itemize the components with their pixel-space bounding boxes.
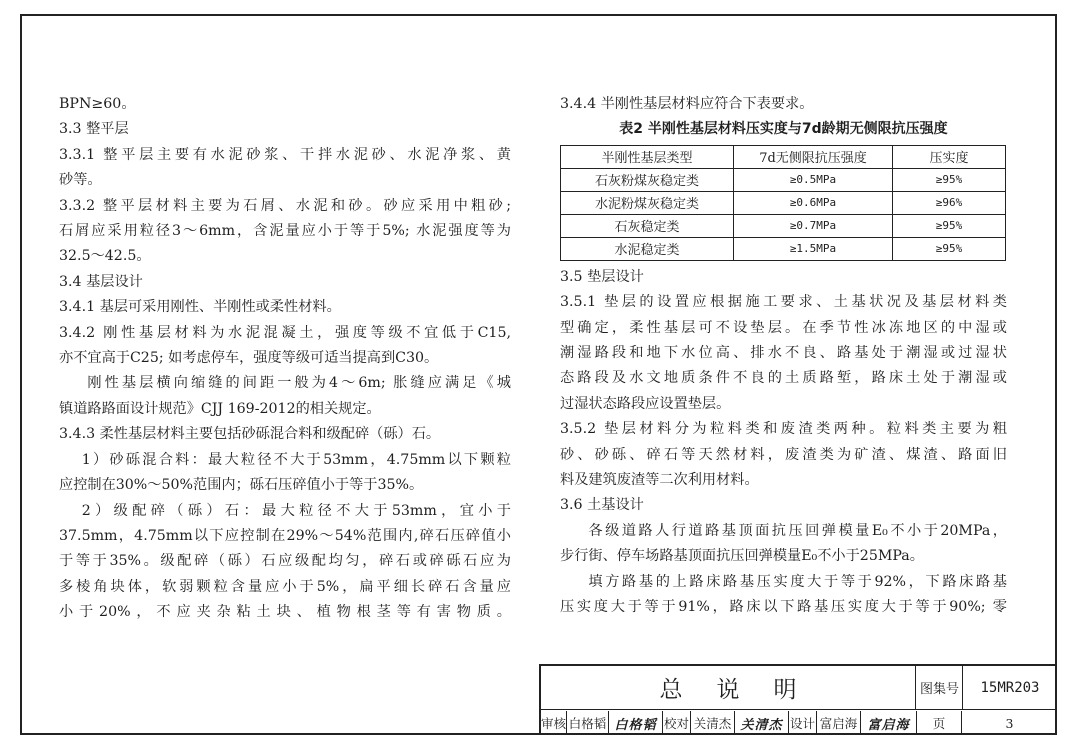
drawing-title: 总说明 bbox=[541, 666, 916, 709]
left-column bbox=[59, 92, 511, 626]
table-cell: 石灰稳定类 bbox=[561, 214, 734, 237]
paragraph: 砂等。 bbox=[59, 172, 102, 189]
table-cell: ≥95% bbox=[893, 214, 1006, 237]
paragraph: 潮湿路段和地下水位高、排水不良、路基处于潮湿或过湿状 bbox=[560, 345, 1007, 362]
title-block-top-row bbox=[541, 666, 1057, 710]
paragraph: 37.5mm，4.75mm以下应控制在29%～54%范围内,碎石压碎值小 bbox=[59, 527, 511, 544]
table-header: 7d无侧限抗压强度 bbox=[734, 145, 893, 168]
paragraph: 过湿状态路段应设置垫层。 bbox=[560, 395, 731, 412]
table-cell: ≥0.6MPa bbox=[734, 191, 893, 214]
design-label: 设计 bbox=[789, 711, 817, 735]
section-heading: 3.4 基层设计 bbox=[59, 273, 143, 290]
paragraph: 3.4.3 柔性基层材料主要包括砂砾混合料和级配碎（砾）石。 bbox=[59, 426, 441, 443]
table-header-row bbox=[561, 145, 1006, 168]
check-label: 校对 bbox=[663, 711, 691, 735]
reviewer-name: 白格韬 bbox=[567, 711, 609, 735]
paragraph: 32.5～42.5。 bbox=[59, 248, 151, 265]
paragraph: 刚性基层横向缩缝的间距一般为4～6m; 胀缝应满足《城 bbox=[87, 375, 511, 392]
paragraph: 2）级配碎（砾）石：最大粒径不大于53mm，宜小于 bbox=[81, 502, 511, 519]
table-row bbox=[561, 191, 1006, 214]
paragraph: 砂、砂砾、碎石等天然材料，废渣类为矿渣、煤渣、路面旧 bbox=[560, 446, 1007, 463]
table-row bbox=[561, 214, 1006, 237]
table-cell: 水泥稳定类 bbox=[561, 237, 734, 260]
table-header: 压实度 bbox=[893, 145, 1006, 168]
paragraph: 镇道路路面设计规范》CJJ 169-2012的相关规定。 bbox=[59, 400, 381, 417]
paragraph: BPN≥60。 bbox=[59, 96, 136, 112]
paragraph: 各级道路人行道路基顶面抗压回弹模量E₀不小于20MPa， bbox=[588, 522, 1007, 539]
table-cell: ≥95% bbox=[893, 237, 1006, 260]
table-cell: ≥96% bbox=[893, 191, 1006, 214]
paragraph: 3.5.2 垫层材料分为粒料类和废渣类两种。粒料类主要为粗 bbox=[560, 421, 1007, 438]
table-title: 表2 半刚性基层材料压实度与7d龄期无侧限抗压强度 bbox=[619, 121, 948, 138]
right-column bbox=[560, 92, 1007, 621]
title-block bbox=[539, 664, 1057, 735]
paragraph: 3.3.1 整平层主要有水泥砂浆、干拌水泥砂、水泥净浆、黄 bbox=[59, 146, 511, 163]
paragraph: 3.3.2 整平层材料主要为石屑、水泥和砂。砂应采用中粗砂; bbox=[59, 197, 511, 214]
paragraph: 3.4.4 半刚性基层材料应符合下表要求。 bbox=[560, 96, 814, 112]
paragraph: 多棱角块体，软弱颗粒含量应小于5%，扁平细长碎石含量应 bbox=[59, 578, 511, 595]
designer-name: 富启海 bbox=[817, 711, 861, 735]
paragraph: 步行街、停车场路基顶面抗压回弹模量E₀不小于25MPa。 bbox=[560, 548, 924, 565]
page-label: 页 bbox=[917, 711, 962, 735]
atlas-number-label: 图集号 bbox=[919, 682, 959, 697]
paragraph: 压实度大于等于91%，路床以下路基压实度大于等于90%; 零 bbox=[560, 599, 1007, 616]
checker-signature: 关清杰 bbox=[735, 711, 789, 735]
table-row bbox=[561, 237, 1006, 260]
review-label: 审核 bbox=[541, 711, 567, 735]
paragraph: 料及建筑废渣等二次利用材料。 bbox=[560, 472, 759, 489]
designer-signature: 富启海 bbox=[861, 711, 917, 735]
paragraph: 3.4.2 刚性基层材料为水泥混凝土，强度等级不宜低于C15, bbox=[59, 324, 511, 341]
checker-name: 关清杰 bbox=[691, 711, 735, 735]
table-row bbox=[561, 168, 1006, 191]
table-header: 半刚性基层类型 bbox=[561, 145, 734, 168]
table-cell: ≥0.7MPa bbox=[734, 214, 893, 237]
paragraph: 亦不宜高于C25; 如考虑停车，强度等级可适当提高到C30。 bbox=[59, 350, 439, 367]
page-number: 3 bbox=[1005, 715, 1014, 731]
section-heading: 3.6 土基设计 bbox=[560, 497, 644, 514]
paragraph: 于等于35%。级配碎（砾）石应级配均匀，碎石或碎砾石应为 bbox=[59, 553, 511, 570]
reviewer-signature: 白格韬 bbox=[609, 711, 663, 735]
strength-table bbox=[560, 145, 1006, 261]
paragraph: 石屑应采用粒径3～6mm，含泥量应小于等于5%; 水泥强度等为 bbox=[59, 223, 511, 240]
table-cell: ≥1.5MPa bbox=[734, 237, 893, 260]
atlas-number: 15MR203 bbox=[980, 679, 1040, 696]
paragraph: 应控制在30%～50%范围内；砾石压碎值小于等于35%。 bbox=[59, 477, 424, 494]
table-cell: ≥0.5MPa bbox=[734, 168, 893, 191]
paragraph: 1）砂砾混合料：最大粒径不大于53mm，4.75mm以下颗粒 bbox=[81, 451, 511, 468]
paragraph: 态路段及水文地质条件不良的土质路堑，路床土处于潮湿或 bbox=[560, 370, 1007, 387]
table-cell: ≥95% bbox=[893, 168, 1006, 191]
paragraph: 小于20%，不应夹杂粘土块、植物根茎等有害物质。 bbox=[59, 604, 511, 621]
paragraph: 型确定，柔性基层可不设垫层。在季节性冰冻地区的中湿或 bbox=[560, 319, 1007, 336]
paragraph: 3.5.1 垫层的设置应根据施工要求、土基状况及基层材料类 bbox=[560, 294, 1007, 311]
paragraph: 填方路基的上路床路基压实度大于等于92%，下路床路基 bbox=[588, 573, 1007, 590]
table-cell: 石灰粉煤灰稳定类 bbox=[561, 168, 734, 191]
paragraph: 3.4.1 基层可采用刚性、半刚性或柔性材料。 bbox=[59, 299, 341, 316]
section-heading: 3.5 垫层设计 bbox=[560, 268, 644, 285]
title-block-signature-row bbox=[541, 711, 1057, 735]
table-cell: 水泥粉煤灰稳定类 bbox=[561, 191, 734, 214]
section-heading: 3.3 整平层 bbox=[59, 121, 129, 138]
